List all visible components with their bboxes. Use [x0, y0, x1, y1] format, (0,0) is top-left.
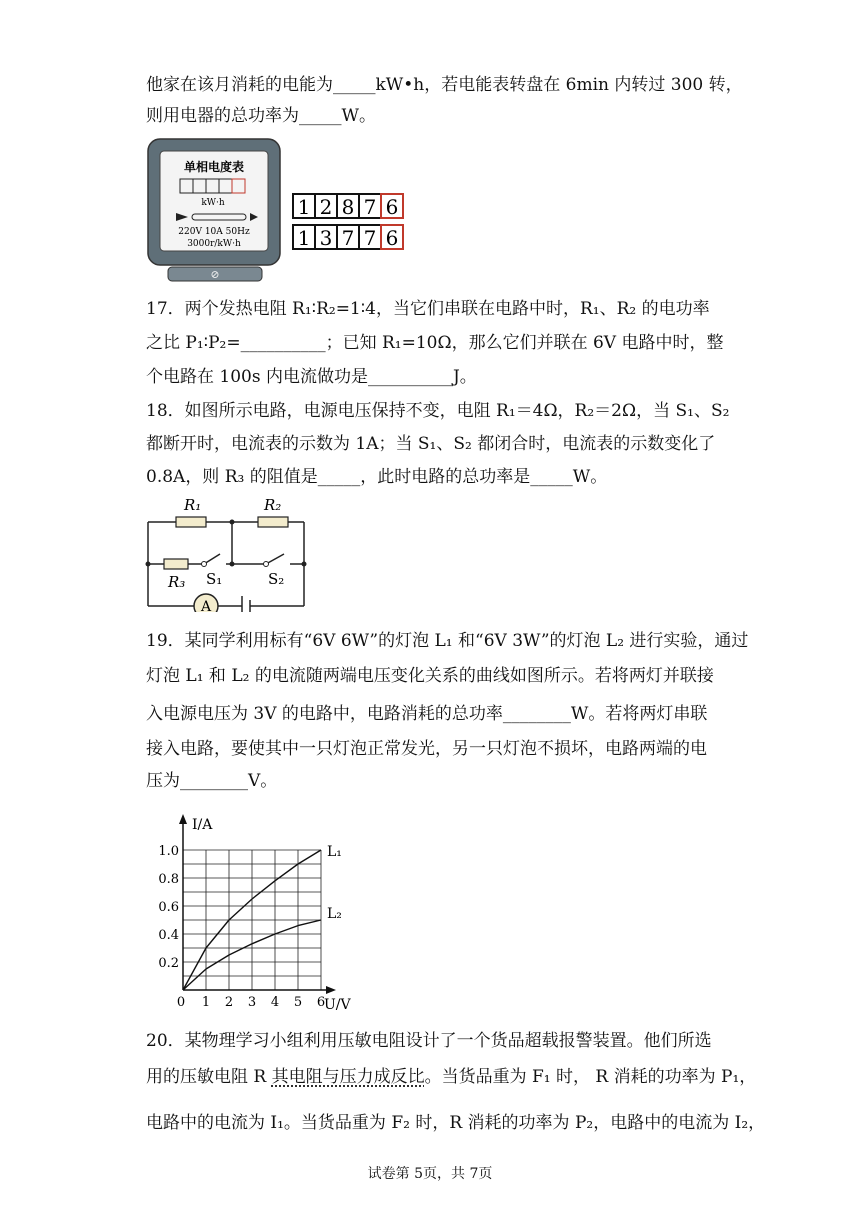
reading1-digit: 2 — [319, 195, 333, 219]
x-axis-label: U/V — [324, 997, 351, 1012]
question-17-line: 17．两个发热电阻 R₁∶R₂=1∶4，当它们串联在电路中时，R₁、R₂ 的电功率 — [146, 299, 710, 319]
x-tick-label: 0 — [176, 995, 186, 1010]
meter-spec1: 220V 10A 50Hz — [178, 227, 250, 237]
reading1-digit: 6 — [385, 195, 399, 219]
x-tick-label: 4 — [270, 995, 280, 1010]
x-tick-label: 1 — [201, 995, 211, 1010]
q20-emphasis: 其电阻与压力成反比 — [271, 1067, 425, 1087]
x-tick-label: 3 — [247, 995, 257, 1010]
y-tick-label: 0.6 — [158, 900, 179, 915]
reading2-digit: 6 — [385, 226, 399, 250]
reading1-digit: 7 — [363, 195, 377, 219]
question-19-line: 19．某同学利用标有“6V 6W”的灯泡 L₁ 和“6V 3W”的灯泡 L₂ 进行实验，通过 — [146, 631, 749, 651]
resistor-r2 — [258, 517, 288, 527]
electricity-meter-figure — [146, 137, 286, 285]
x-tick-label: 5 — [293, 995, 303, 1010]
question-19-line: 接入电路，要使其中一只灯泡正常发光，另一只灯泡不损坏，电路两端的电 — [146, 739, 707, 759]
question-19-line: 灯泡 L₁ 和 L₂ 的电流随两端电压变化关系的曲线如图所示。若将两灯并联接 — [146, 666, 714, 686]
iu-chart — [150, 812, 360, 1016]
label-r2: R₂ — [264, 496, 282, 514]
meter-spec2: 3000r/kW·h — [187, 239, 241, 249]
reading1-digit: 8 — [341, 195, 355, 219]
x-tick-label: 6 — [316, 995, 326, 1010]
reading2-digit: 3 — [319, 226, 333, 250]
y-tick-label: 0.8 — [158, 872, 179, 887]
y-tick-label: 1.0 — [158, 844, 179, 859]
question-17-line: 个电路在 100s 内电流做功是__________J。 — [146, 367, 477, 387]
meter-title: 单相电度表 — [183, 160, 245, 174]
label-s2: S₂ — [268, 570, 285, 588]
text-line: 他家在该月消耗的电能为_____kW•h，若电能表转盘在 6min 内转过 300 转， — [146, 75, 743, 95]
label-s1: S₁ — [206, 570, 223, 588]
x-axis-arrow — [326, 986, 336, 994]
question-20-line — [146, 1067, 756, 1087]
reading2-digit: 7 — [341, 226, 355, 250]
question-20-line: 20．某物理学习小组利用压敏电阻设计了一个货品超载报警装置。他们所选 — [146, 1031, 712, 1051]
question-19-line: 入电源电压为 3V 的电路中，电路消耗的总功率________W。若将两灯串联 — [146, 704, 708, 724]
label-r1: R₁ — [184, 496, 202, 514]
y-tick-label: 0.4 — [158, 928, 179, 943]
question-19-line: 压为________V。 — [146, 771, 278, 791]
y-axis-arrow — [179, 814, 187, 824]
question-17-line: 之比 P₁∶P₂=__________；已知 R₁=10Ω，那么它们并联在 6V 电路中时，整 — [146, 333, 724, 353]
resistor-r3 — [164, 559, 188, 569]
reading2-digit: 1 — [297, 226, 311, 250]
x-tick-label: 2 — [224, 995, 234, 1010]
y-axis-label: I/A — [192, 817, 213, 833]
circuit-diagram — [144, 490, 314, 616]
meter-unit: kW·h — [201, 198, 225, 208]
series-label-2: L₂ — [327, 906, 342, 922]
question-18-line: 都断开时，电流表的示数为 1A；当 S₁、S₂ 都闭合时，电流表的示数变化了 — [146, 434, 716, 454]
question-18-line: 0.8A，则 R₃ 的阻值是_____，此时电路的总功率是_____W。 — [146, 467, 608, 487]
question-20-line: 电路中的电流为 I₁。当货品重为 F₂ 时，R 消耗的功率为 P₂，电路中的电流为 I₂， — [146, 1113, 766, 1133]
reading2-digit: 7 — [363, 226, 377, 250]
chart-axes — [183, 820, 332, 990]
svg-text:⊘: ⊘ — [210, 268, 220, 281]
chart-grid — [183, 850, 321, 990]
q20-text: 用的压敏电阻 R — [146, 1067, 272, 1087]
ammeter-label: A — [200, 599, 212, 612]
question-18-line: 18．如图所示电路，电源电压保持不变，电阻 R₁＝4Ω，R₂＝2Ω，当 S₁、S₂ — [146, 401, 730, 421]
resistor-r1 — [176, 517, 206, 527]
label-r3: R₃ — [168, 573, 186, 591]
q20-text: 。当货品重为 F₁ 时， R 消耗的功率为 P₁， — [424, 1067, 757, 1087]
ammeter-icon — [194, 594, 218, 612]
meter-reading-2 — [292, 224, 408, 256]
reading1-digit: 1 — [297, 195, 311, 219]
y-tick-label: 0.2 — [158, 956, 179, 971]
meter-reading-1 — [292, 193, 408, 225]
page-footer: 试卷第 5页，共 7页 — [367, 1166, 493, 1182]
text-line: 则用电器的总功率为_____W。 — [146, 106, 376, 126]
series-label-1: L₁ — [327, 844, 342, 860]
